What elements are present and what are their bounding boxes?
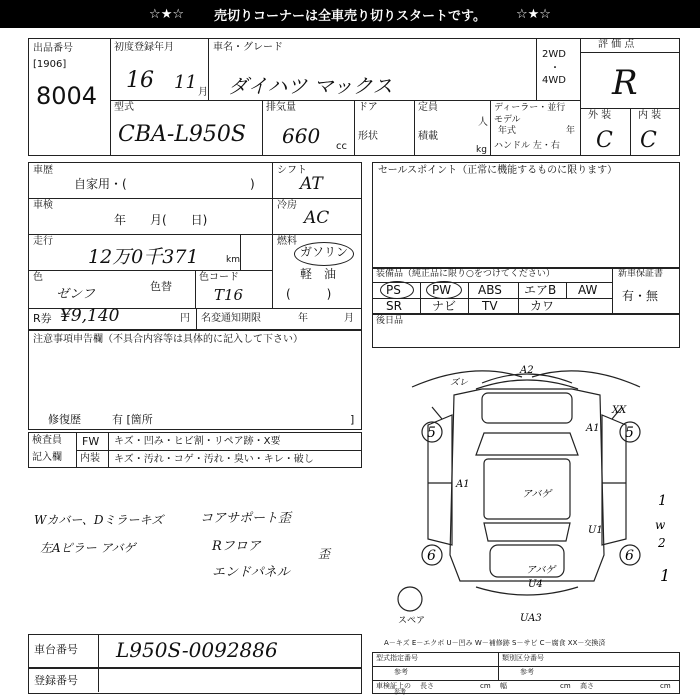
bt-r2c5: 幅: [500, 682, 507, 690]
color-code-value: T16: [214, 286, 244, 304]
bt-r2c2: 参考: [394, 689, 407, 696]
model-label: 型式: [114, 102, 134, 113]
fuel-opt3: ( ): [286, 287, 332, 301]
banner-stars-left: ☆★☆: [149, 6, 185, 22]
registration-label: 登録番号: [34, 674, 78, 687]
equip-ps: PS: [386, 283, 401, 297]
mileage-value: 12万0千371: [88, 246, 199, 268]
year-unit: 年: [566, 126, 576, 136]
bt-r1c1: 型式指定番号: [376, 654, 418, 662]
history-label: 車歴: [33, 165, 53, 176]
mark-tire-fl: 5: [427, 425, 436, 441]
equip-tv: TV: [482, 299, 498, 313]
ac-value: AC: [304, 208, 330, 228]
load-label: 積載: [418, 131, 438, 142]
history-value: 自家用・(: [74, 177, 127, 191]
shift-value: AT: [300, 174, 323, 194]
fuel-value: ガソリン: [300, 245, 349, 259]
disp-unit: cc: [336, 141, 347, 152]
equip-aw: AW: [578, 283, 598, 297]
r-value: ¥9,140: [60, 306, 120, 326]
mark-a1-right: A1: [586, 423, 600, 434]
seal-frame: [372, 314, 680, 348]
capacity-unit: 人: [478, 117, 488, 128]
deadline-year: 年: [298, 313, 308, 324]
hw-note-3: エンドパネル: [212, 565, 290, 580]
history-close: ): [250, 177, 255, 191]
int-items: キズ・汚れ・コゲ・汚れ・臭い・キレ・破し: [114, 454, 314, 465]
chassis-label: 車台番号: [34, 643, 78, 656]
model-year-label: モデル: [494, 115, 521, 125]
mark-side3: 1: [660, 566, 671, 585]
bt-r1c3: 類別区分番号: [502, 654, 544, 662]
banner-stars-right: ☆★☆: [515, 6, 551, 22]
equip-airbag: エアB: [524, 283, 557, 297]
warranty-value: 有・無: [622, 289, 659, 303]
repair-close: ]: [350, 413, 355, 426]
r-label: R券: [33, 312, 52, 325]
bt-r2c4: cm: [480, 682, 491, 690]
drive-4wd: 4WD: [542, 75, 566, 86]
mark-front: A2: [520, 365, 534, 376]
ext-label: 外 装: [588, 110, 612, 121]
inspector-label2: 記入欄: [32, 452, 62, 463]
mark-tire-fr: 5: [625, 425, 634, 441]
fw-label: FW: [82, 435, 100, 448]
fuel-label: 燃料: [277, 236, 297, 247]
equip-navi: ナビ: [432, 299, 457, 313]
first-reg-year: 16: [126, 68, 154, 93]
bt-r2c1: 車検証上の: [376, 682, 411, 690]
equip-pw-circle: [426, 281, 462, 299]
dealer-label: ディーラー・並行: [494, 103, 566, 113]
mark-tire-rr: 6: [625, 548, 634, 564]
fuel-opt2: 軽 油: [300, 267, 337, 281]
mark-u1: U1: [588, 525, 603, 536]
bt-r2c3: 長さ: [420, 682, 434, 690]
inspection-label: 車検: [33, 200, 53, 211]
equipment-label: 装備品（純正品に限り○をつけてください）: [376, 269, 555, 279]
color-code-label: 色コード: [199, 272, 239, 283]
fuel-circle: [294, 242, 354, 266]
mileage-label: 走行: [33, 236, 53, 247]
lot-number: 8004: [36, 82, 98, 110]
shape-label: 形状: [358, 131, 378, 142]
r-unit: 円: [180, 313, 190, 324]
top-banner: [0, 0, 700, 28]
banner-text: 売切りコーナーは全車売り切りスタートです。: [214, 8, 486, 24]
hw-note-2c: 歪: [318, 547, 331, 561]
equip-leather: カワ: [530, 299, 555, 313]
drive-2wd: 2WD: [542, 49, 566, 60]
inspector-label1: 検査員: [32, 435, 62, 446]
hw-note-2: 左Aピラー アバゲ: [40, 541, 136, 555]
mark-apige-front: アバゲ: [522, 489, 552, 500]
int-value: C: [640, 128, 657, 153]
capacity-label: 定員: [418, 102, 438, 113]
hw-note-1b: コアサポート歪: [200, 511, 292, 526]
color-value: ゼンフ: [56, 287, 96, 302]
inspection-value: 年 月( 日): [114, 213, 208, 227]
seal-label: 後日品: [376, 316, 404, 326]
door-label: ドア: [358, 102, 378, 113]
lot-sub: [1906]: [33, 59, 67, 70]
repair-value: 有 [箇所: [112, 413, 153, 426]
color-label: 色: [33, 272, 43, 283]
handle-label: ハンドル 左・右: [494, 141, 560, 151]
name-value: ダイハツ マックス: [228, 74, 393, 98]
mark-tire-rl: 6: [427, 548, 436, 564]
drive-dot: ・: [550, 63, 560, 74]
mark-side1: 1: [658, 493, 667, 509]
fw-items: キズ・凹み・ヒビ割・リペア跡・X要: [114, 436, 281, 447]
bt-r2c8: cm: [660, 682, 671, 690]
car-diagram: [372, 355, 680, 625]
disp-value: 660: [282, 124, 321, 148]
mark-xx: XX: [612, 405, 627, 416]
disp-label: 排気量: [266, 102, 296, 113]
first-reg-month: 11: [174, 72, 197, 93]
bt-r2c6: cm: [560, 682, 571, 690]
mark-side-w: w: [655, 518, 666, 532]
load-unit: kg: [476, 145, 487, 155]
mark-zure: ズレ: [450, 378, 469, 388]
sales-point-label: セールスポイント（正常に機能するものに限ります）: [378, 165, 618, 176]
bt-r2c7: 高さ: [580, 682, 594, 690]
name-label: 車名・グレード: [213, 42, 283, 53]
model-year-label2: 年式: [498, 126, 517, 136]
mark-side2: 2: [658, 536, 666, 550]
warranty-label: 新車保証書: [618, 269, 664, 279]
color-change-label: 色替: [150, 280, 172, 293]
deadline-month: 月: [344, 313, 354, 324]
int-label: 内装: [80, 453, 100, 464]
mark-a1-left: A1: [456, 479, 470, 490]
bt-r1c4: 参考: [520, 668, 534, 676]
hw-note-2b: Rフロア: [212, 539, 261, 554]
bt-r1c2: 参考: [394, 668, 408, 676]
notes-label: 注意事項申告欄（不具合内容等は具体的に記入して下さい）: [33, 334, 303, 345]
lot-label: 出品番号: [33, 43, 73, 54]
equip-ps-circle: [380, 281, 414, 299]
mark-apige-rear: アバゲ: [526, 565, 556, 576]
ac-label: 冷房: [277, 200, 297, 211]
first-reg-label: 初度登録年月: [114, 42, 174, 53]
equip-pw: PW: [432, 283, 452, 297]
spare-label: スペア: [398, 616, 426, 625]
equip-sr: SR: [386, 299, 402, 313]
model-value: CBA-L950S: [118, 122, 246, 147]
diagram-legend: A－キズ E－エクボ U－凹み W－補修跡 S－サビ C－腐食 XX－交換済: [384, 639, 606, 647]
shift-label: シフト: [277, 165, 307, 176]
mark-ua3: UA3: [520, 613, 542, 624]
registration-frame: [28, 668, 362, 694]
deadline-label: 名変通知期限: [201, 313, 261, 324]
ext-value: C: [596, 128, 613, 153]
score-value: R: [612, 63, 638, 103]
chassis-value: L950S-0092886: [116, 638, 278, 662]
hw-note-1: Wカバー、Dミラーキズ: [34, 513, 164, 527]
int-label: 内 装: [638, 110, 662, 121]
mark-u4: U4: [528, 579, 543, 590]
month-suffix: 月: [198, 87, 208, 98]
mileage-unit: km: [226, 255, 240, 265]
score-label: 評 価 点: [598, 39, 635, 50]
sales-point-frame: [372, 162, 680, 268]
repair-label: 修復歴: [48, 413, 81, 426]
equip-abs: ABS: [478, 283, 502, 297]
